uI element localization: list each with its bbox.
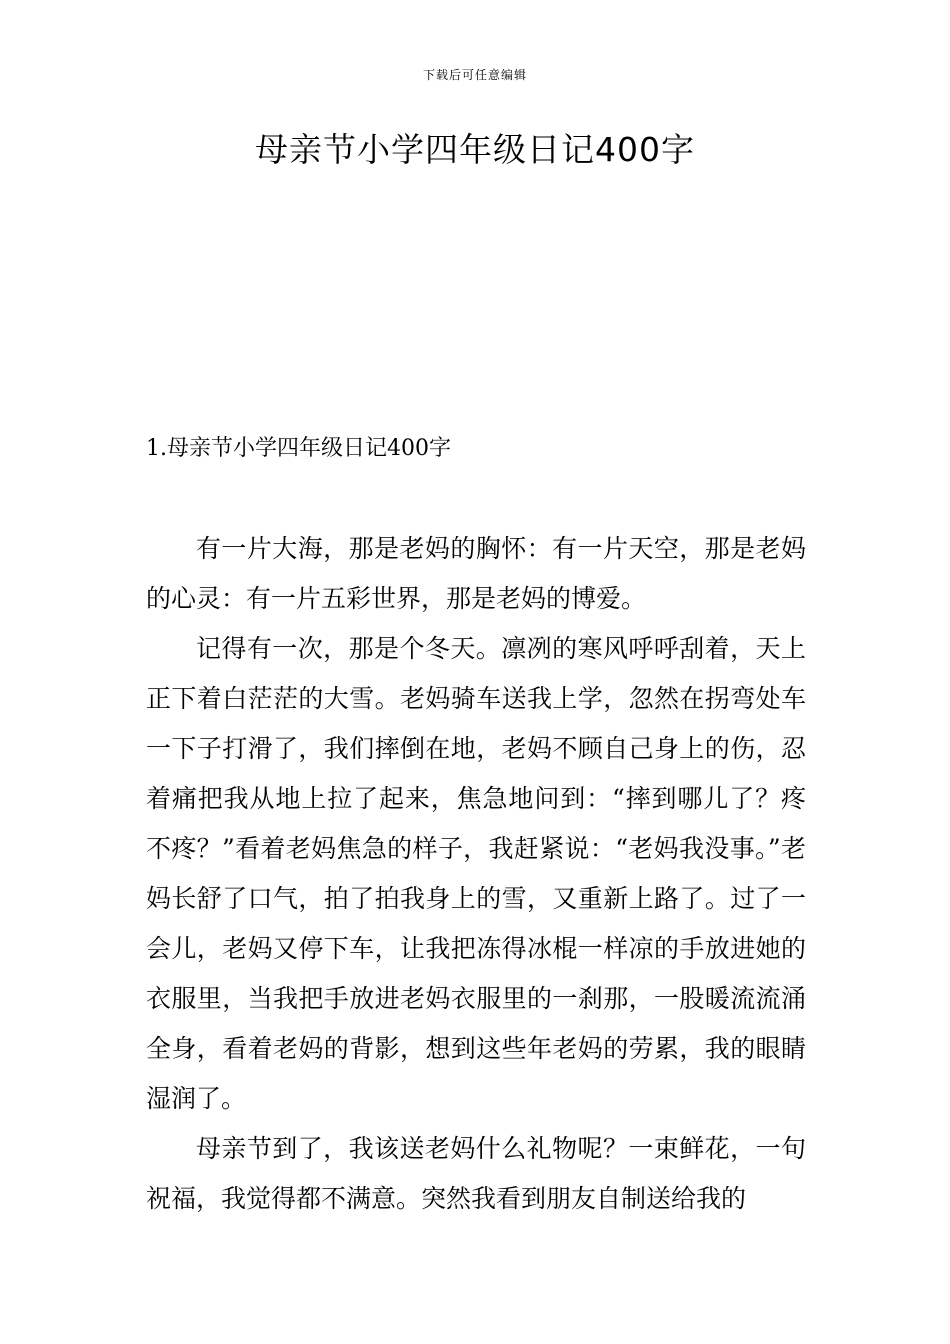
paragraph: 记得有一次，那是个冬天。凛冽的寒风呼呼刮着，天上正下着白茫茫的大雪。老妈骑车送我上学，忽然在拐弯处车一下子打滑了，我们摔倒在地，老妈不顾自己身上的伤，忍着痛把我从地上拉了起来，焦急地问到：“摔到哪儿了？疼不疼？”看着老妈焦急的样子，我赶紧说：“老妈我没事。”老妈长舒了口气，拍了拍我身上的雪，又重新上路了。过了一会儿，老妈又停下车，让我把冻得冰棍一样凉的手放进她的衣服里，当我把手放进老妈衣服里的一刹那，一股暖流流涌全身，看着老妈的背影，想到这些年老妈的劳累，我的眼睛湿润了。 (146, 634, 806, 1113)
article-body (146, 524, 806, 1224)
paragraph: 有一片大海，那是老妈的胸怀：有一片天空，那是老妈的心灵：有一片五彩世界，那是老妈的博爱。 (146, 534, 806, 613)
header-note: 下载后可任意编辑 (422, 68, 527, 82)
paragraph: 母亲节到了，我该送老妈什么礼物呢？一束鲜花，一句祝福，我觉得都不满意。突然我看到朋友自制送给我的 (146, 1134, 806, 1213)
document-title: 母亲节小学四年级日记400字 (255, 130, 695, 169)
section-heading: 1.母亲节小学四年级日记400字 (146, 436, 451, 461)
